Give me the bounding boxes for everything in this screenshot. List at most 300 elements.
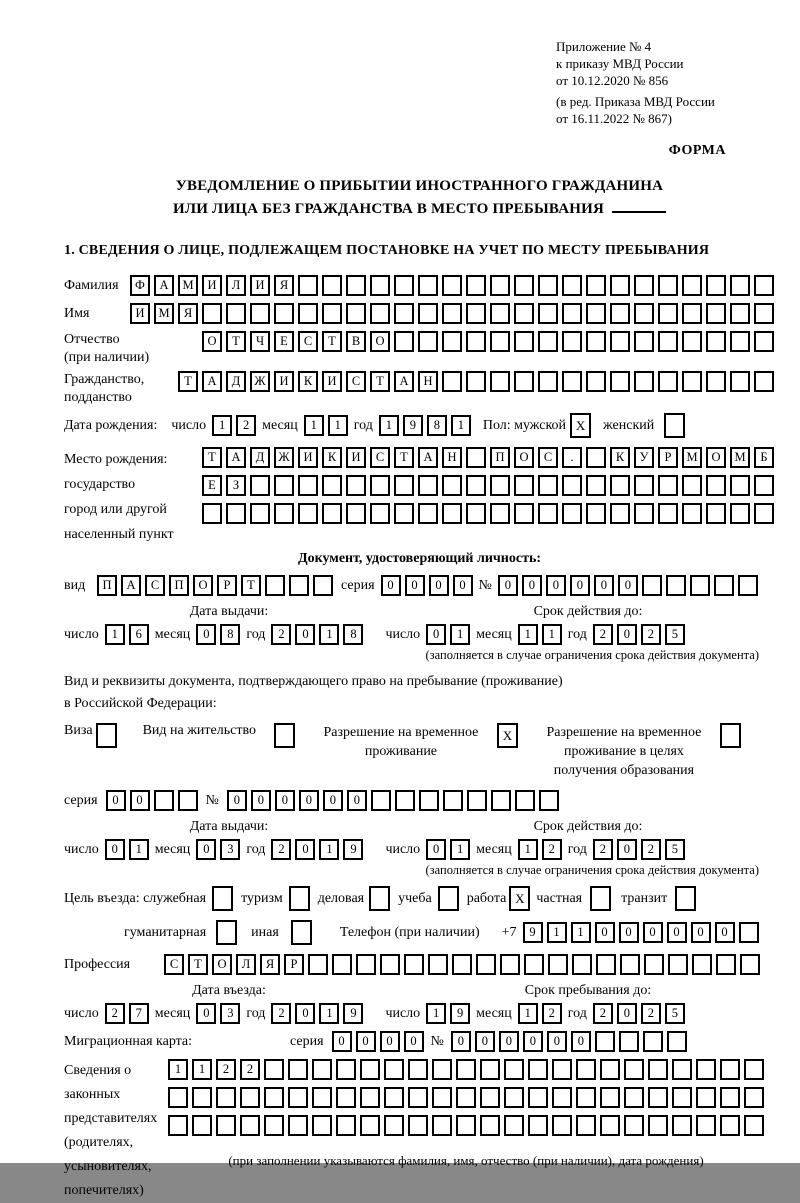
char-cell[interactable]: 2 xyxy=(236,415,256,436)
char-cell[interactable] xyxy=(408,1059,428,1080)
char-cell[interactable] xyxy=(466,331,486,352)
char-cell[interactable] xyxy=(332,954,352,975)
char-cell[interactable]: 0 xyxy=(475,1031,495,1052)
char-cell[interactable] xyxy=(538,275,558,296)
char-cell[interactable]: И xyxy=(322,371,342,392)
char-cell[interactable]: И xyxy=(298,447,318,468)
char-cell[interactable] xyxy=(346,503,366,524)
char-cell[interactable] xyxy=(419,790,439,811)
char-cell[interactable] xyxy=(714,575,734,596)
char-cell[interactable]: 1 xyxy=(129,839,149,860)
char-cell[interactable]: 5 xyxy=(665,624,685,645)
char-cell[interactable]: . xyxy=(562,447,582,468)
char-cell[interactable] xyxy=(586,303,606,324)
char-cell[interactable]: 8 xyxy=(220,624,240,645)
char-cell[interactable] xyxy=(490,275,510,296)
char-cell[interactable] xyxy=(443,790,463,811)
char-cell[interactable]: Ж xyxy=(250,371,270,392)
char-cell[interactable]: 1 xyxy=(379,415,399,436)
char-cell[interactable] xyxy=(480,1087,500,1108)
char-cell[interactable]: Т xyxy=(322,331,342,352)
transit-checkbox[interactable] xyxy=(675,886,696,911)
char-cell[interactable] xyxy=(336,1059,356,1080)
char-cell[interactable]: 0 xyxy=(227,790,247,811)
char-cell[interactable]: 0 xyxy=(196,839,216,860)
char-cell[interactable] xyxy=(552,1115,572,1136)
char-cell[interactable] xyxy=(552,1087,572,1108)
char-cell[interactable]: 0 xyxy=(571,1031,591,1052)
work-checkbox[interactable]: X xyxy=(509,886,530,911)
char-cell[interactable]: 0 xyxy=(547,1031,567,1052)
char-cell[interactable]: 0 xyxy=(453,575,473,596)
char-cell[interactable] xyxy=(274,303,294,324)
char-cell[interactable]: И xyxy=(346,447,366,468)
char-cell[interactable] xyxy=(418,303,438,324)
char-cell[interactable]: 1 xyxy=(542,624,562,645)
char-cell[interactable]: 1 xyxy=(450,624,470,645)
char-cell[interactable] xyxy=(682,275,702,296)
char-cell[interactable]: С xyxy=(346,371,366,392)
char-cell[interactable]: 0 xyxy=(299,790,319,811)
char-cell[interactable] xyxy=(595,1031,615,1052)
char-cell[interactable] xyxy=(538,503,558,524)
char-cell[interactable] xyxy=(716,954,736,975)
char-cell[interactable] xyxy=(754,475,774,496)
tourism-checkbox[interactable] xyxy=(289,886,310,911)
char-cell[interactable] xyxy=(720,1059,740,1080)
char-cell[interactable]: И xyxy=(274,371,294,392)
char-cell[interactable]: С xyxy=(538,447,558,468)
char-cell[interactable] xyxy=(514,371,534,392)
char-cell[interactable]: И xyxy=(250,275,270,296)
char-cell[interactable]: 0 xyxy=(332,1031,352,1052)
char-cell[interactable] xyxy=(706,371,726,392)
char-cell[interactable] xyxy=(730,303,750,324)
char-cell[interactable] xyxy=(600,1115,620,1136)
char-cell[interactable] xyxy=(394,475,414,496)
char-cell[interactable] xyxy=(572,954,592,975)
char-cell[interactable]: 1 xyxy=(451,415,471,436)
char-cell[interactable] xyxy=(360,1087,380,1108)
char-cell[interactable]: Б xyxy=(754,447,774,468)
char-cell[interactable]: У xyxy=(634,447,654,468)
char-cell[interactable] xyxy=(490,331,510,352)
char-cell[interactable] xyxy=(289,575,309,596)
char-cell[interactable]: И xyxy=(130,303,150,324)
char-cell[interactable]: 0 xyxy=(295,624,315,645)
char-cell[interactable]: П xyxy=(490,447,510,468)
char-cell[interactable] xyxy=(643,1031,663,1052)
char-cell[interactable]: 3 xyxy=(220,839,240,860)
char-cell[interactable]: 2 xyxy=(641,839,661,860)
char-cell[interactable] xyxy=(466,503,486,524)
char-cell[interactable] xyxy=(744,1087,764,1108)
char-cell[interactable] xyxy=(528,1087,548,1108)
char-cell[interactable]: 0 xyxy=(619,922,639,943)
char-cell[interactable] xyxy=(394,503,414,524)
char-cell[interactable]: Р xyxy=(284,954,304,975)
char-cell[interactable]: 0 xyxy=(323,790,343,811)
char-cell[interactable] xyxy=(754,303,774,324)
char-cell[interactable]: 1 xyxy=(426,1003,446,1024)
char-cell[interactable] xyxy=(644,954,664,975)
char-cell[interactable] xyxy=(528,1115,548,1136)
char-cell[interactable] xyxy=(394,331,414,352)
char-cell[interactable] xyxy=(524,954,544,975)
char-cell[interactable] xyxy=(298,303,318,324)
char-cell[interactable]: О xyxy=(202,331,222,352)
char-cell[interactable] xyxy=(658,331,678,352)
char-cell[interactable]: 1 xyxy=(547,922,567,943)
char-cell[interactable] xyxy=(394,303,414,324)
char-cell[interactable] xyxy=(370,503,390,524)
char-cell[interactable] xyxy=(504,1059,524,1080)
char-cell[interactable] xyxy=(298,275,318,296)
char-cell[interactable] xyxy=(418,503,438,524)
char-cell[interactable] xyxy=(408,1087,428,1108)
char-cell[interactable] xyxy=(754,275,774,296)
char-cell[interactable] xyxy=(384,1059,404,1080)
char-cell[interactable] xyxy=(504,1087,524,1108)
char-cell[interactable] xyxy=(264,1087,284,1108)
char-cell[interactable] xyxy=(192,1087,212,1108)
char-cell[interactable] xyxy=(672,1087,692,1108)
char-cell[interactable] xyxy=(336,1115,356,1136)
female-checkbox[interactable] xyxy=(664,413,685,438)
char-cell[interactable]: О xyxy=(370,331,390,352)
char-cell[interactable] xyxy=(480,1059,500,1080)
char-cell[interactable] xyxy=(442,503,462,524)
char-cell[interactable]: Т xyxy=(202,447,222,468)
study-checkbox[interactable] xyxy=(438,886,459,911)
char-cell[interactable] xyxy=(730,475,750,496)
char-cell[interactable]: 0 xyxy=(295,839,315,860)
char-cell[interactable]: 1 xyxy=(319,1003,339,1024)
char-cell[interactable] xyxy=(682,331,702,352)
char-cell[interactable]: Т xyxy=(178,371,198,392)
char-cell[interactable]: 0 xyxy=(523,1031,543,1052)
char-cell[interactable] xyxy=(178,790,198,811)
char-cell[interactable]: О xyxy=(212,954,232,975)
char-cell[interactable] xyxy=(312,1115,332,1136)
char-cell[interactable]: Р xyxy=(217,575,237,596)
char-cell[interactable] xyxy=(696,1087,716,1108)
char-cell[interactable]: С xyxy=(145,575,165,596)
char-cell[interactable] xyxy=(154,790,174,811)
char-cell[interactable] xyxy=(596,954,616,975)
char-cell[interactable] xyxy=(442,371,462,392)
char-cell[interactable] xyxy=(634,303,654,324)
char-cell[interactable] xyxy=(610,275,630,296)
char-cell[interactable] xyxy=(730,371,750,392)
char-cell[interactable]: 1 xyxy=(571,922,591,943)
char-cell[interactable]: 0 xyxy=(617,1003,637,1024)
char-cell[interactable] xyxy=(610,303,630,324)
char-cell[interactable]: А xyxy=(226,447,246,468)
char-cell[interactable] xyxy=(624,1059,644,1080)
char-cell[interactable]: 2 xyxy=(271,839,291,860)
char-cell[interactable] xyxy=(562,475,582,496)
char-cell[interactable] xyxy=(610,503,630,524)
char-cell[interactable]: 1 xyxy=(105,624,125,645)
char-cell[interactable] xyxy=(744,1059,764,1080)
char-cell[interactable] xyxy=(418,331,438,352)
char-cell[interactable]: А xyxy=(202,371,222,392)
char-cell[interactable]: Т xyxy=(370,371,390,392)
char-cell[interactable] xyxy=(539,790,559,811)
char-cell[interactable] xyxy=(466,303,486,324)
char-cell[interactable] xyxy=(720,1087,740,1108)
char-cell[interactable] xyxy=(706,475,726,496)
char-cell[interactable] xyxy=(274,503,294,524)
char-cell[interactable] xyxy=(322,303,342,324)
private-checkbox[interactable] xyxy=(590,886,611,911)
char-cell[interactable] xyxy=(514,275,534,296)
char-cell[interactable] xyxy=(288,1115,308,1136)
char-cell[interactable] xyxy=(380,954,400,975)
char-cell[interactable] xyxy=(274,475,294,496)
char-cell[interactable]: Е xyxy=(274,331,294,352)
char-cell[interactable]: 0 xyxy=(251,790,271,811)
char-cell[interactable]: Е xyxy=(202,475,222,496)
temp-permit-checkbox[interactable]: X xyxy=(497,723,518,748)
char-cell[interactable] xyxy=(586,331,606,352)
char-cell[interactable] xyxy=(442,475,462,496)
char-cell[interactable] xyxy=(576,1115,596,1136)
char-cell[interactable]: О xyxy=(514,447,534,468)
char-cell[interactable]: 0 xyxy=(618,575,638,596)
char-cell[interactable] xyxy=(624,1087,644,1108)
char-cell[interactable] xyxy=(730,275,750,296)
char-cell[interactable]: 0 xyxy=(196,1003,216,1024)
char-cell[interactable] xyxy=(490,371,510,392)
char-cell[interactable] xyxy=(610,475,630,496)
char-cell[interactable] xyxy=(428,954,448,975)
char-cell[interactable]: Я xyxy=(178,303,198,324)
char-cell[interactable]: 0 xyxy=(617,624,637,645)
char-cell[interactable]: М xyxy=(682,447,702,468)
char-cell[interactable]: В xyxy=(346,331,366,352)
char-cell[interactable]: С xyxy=(164,954,184,975)
char-cell[interactable] xyxy=(370,275,390,296)
char-cell[interactable] xyxy=(370,475,390,496)
char-cell[interactable]: 0 xyxy=(595,922,615,943)
char-cell[interactable]: О xyxy=(193,575,213,596)
char-cell[interactable] xyxy=(586,475,606,496)
char-cell[interactable]: 1 xyxy=(518,839,538,860)
char-cell[interactable]: Т xyxy=(241,575,261,596)
char-cell[interactable] xyxy=(298,475,318,496)
char-cell[interactable]: 0 xyxy=(426,624,446,645)
char-cell[interactable]: 1 xyxy=(304,415,324,436)
residence-permit-checkbox[interactable] xyxy=(274,723,295,748)
char-cell[interactable]: 2 xyxy=(216,1059,236,1080)
char-cell[interactable]: А xyxy=(154,275,174,296)
char-cell[interactable]: И xyxy=(202,275,222,296)
char-cell[interactable] xyxy=(562,303,582,324)
char-cell[interactable] xyxy=(322,475,342,496)
char-cell[interactable] xyxy=(192,1115,212,1136)
char-cell[interactable] xyxy=(308,954,328,975)
char-cell[interactable]: Ж xyxy=(274,447,294,468)
char-cell[interactable] xyxy=(466,447,486,468)
char-cell[interactable] xyxy=(538,475,558,496)
char-cell[interactable]: П xyxy=(169,575,189,596)
char-cell[interactable] xyxy=(682,371,702,392)
char-cell[interactable]: 9 xyxy=(523,922,543,943)
char-cell[interactable] xyxy=(216,1115,236,1136)
char-cell[interactable] xyxy=(265,575,285,596)
char-cell[interactable] xyxy=(202,503,222,524)
char-cell[interactable] xyxy=(706,275,726,296)
char-cell[interactable]: 0 xyxy=(643,922,663,943)
char-cell[interactable] xyxy=(648,1087,668,1108)
char-cell[interactable] xyxy=(648,1115,668,1136)
char-cell[interactable] xyxy=(682,303,702,324)
char-cell[interactable] xyxy=(168,1087,188,1108)
char-cell[interactable] xyxy=(312,1087,332,1108)
char-cell[interactable] xyxy=(620,954,640,975)
char-cell[interactable] xyxy=(432,1059,452,1080)
char-cell[interactable]: 0 xyxy=(380,1031,400,1052)
char-cell[interactable]: Н xyxy=(418,371,438,392)
char-cell[interactable] xyxy=(690,575,710,596)
char-cell[interactable]: Я xyxy=(260,954,280,975)
char-cell[interactable]: 0 xyxy=(196,624,216,645)
char-cell[interactable] xyxy=(394,275,414,296)
char-cell[interactable]: 9 xyxy=(450,1003,470,1024)
char-cell[interactable] xyxy=(586,371,606,392)
char-cell[interactable]: 0 xyxy=(347,790,367,811)
char-cell[interactable]: С xyxy=(298,331,318,352)
char-cell[interactable]: 0 xyxy=(617,839,637,860)
char-cell[interactable] xyxy=(432,1087,452,1108)
char-cell[interactable]: 9 xyxy=(403,415,423,436)
char-cell[interactable] xyxy=(754,331,774,352)
char-cell[interactable]: Р xyxy=(658,447,678,468)
char-cell[interactable]: 8 xyxy=(427,415,447,436)
char-cell[interactable] xyxy=(552,1059,572,1080)
char-cell[interactable]: М xyxy=(178,275,198,296)
char-cell[interactable] xyxy=(658,303,678,324)
char-cell[interactable] xyxy=(288,1059,308,1080)
char-cell[interactable] xyxy=(514,475,534,496)
char-cell[interactable] xyxy=(322,275,342,296)
char-cell[interactable]: 0 xyxy=(570,575,590,596)
char-cell[interactable]: 0 xyxy=(691,922,711,943)
char-cell[interactable] xyxy=(738,575,758,596)
char-cell[interactable] xyxy=(634,275,654,296)
char-cell[interactable]: М xyxy=(154,303,174,324)
char-cell[interactable]: 2 xyxy=(641,624,661,645)
char-cell[interactable] xyxy=(515,790,535,811)
char-cell[interactable] xyxy=(466,371,486,392)
char-cell[interactable]: Д xyxy=(250,447,270,468)
char-cell[interactable] xyxy=(360,1059,380,1080)
char-cell[interactable]: 0 xyxy=(381,575,401,596)
char-cell[interactable] xyxy=(491,790,511,811)
char-cell[interactable] xyxy=(395,790,415,811)
char-cell[interactable] xyxy=(250,475,270,496)
char-cell[interactable] xyxy=(658,371,678,392)
char-cell[interactable] xyxy=(226,303,246,324)
char-cell[interactable] xyxy=(370,303,390,324)
char-cell[interactable]: Ф xyxy=(130,275,150,296)
char-cell[interactable] xyxy=(658,275,678,296)
char-cell[interactable] xyxy=(250,503,270,524)
char-cell[interactable] xyxy=(562,503,582,524)
char-cell[interactable] xyxy=(648,1059,668,1080)
char-cell[interactable] xyxy=(456,1087,476,1108)
char-cell[interactable] xyxy=(442,303,462,324)
char-cell[interactable] xyxy=(586,275,606,296)
char-cell[interactable]: 1 xyxy=(319,624,339,645)
char-cell[interactable]: С xyxy=(370,447,390,468)
char-cell[interactable]: 2 xyxy=(593,839,613,860)
char-cell[interactable]: Н xyxy=(442,447,462,468)
char-cell[interactable] xyxy=(730,331,750,352)
char-cell[interactable]: А xyxy=(121,575,141,596)
char-cell[interactable] xyxy=(586,503,606,524)
char-cell[interactable] xyxy=(619,1031,639,1052)
char-cell[interactable] xyxy=(692,954,712,975)
char-cell[interactable] xyxy=(739,922,759,943)
char-cell[interactable]: 1 xyxy=(518,1003,538,1024)
char-cell[interactable]: Т xyxy=(226,331,246,352)
char-cell[interactable] xyxy=(346,303,366,324)
char-cell[interactable]: 2 xyxy=(641,1003,661,1024)
char-cell[interactable] xyxy=(476,954,496,975)
char-cell[interactable]: Д xyxy=(226,371,246,392)
char-cell[interactable]: 9 xyxy=(343,839,363,860)
char-cell[interactable] xyxy=(466,275,486,296)
char-cell[interactable] xyxy=(514,331,534,352)
char-cell[interactable] xyxy=(538,303,558,324)
char-cell[interactable] xyxy=(754,503,774,524)
char-cell[interactable]: 0 xyxy=(594,575,614,596)
char-cell[interactable] xyxy=(600,1087,620,1108)
char-cell[interactable] xyxy=(408,1115,428,1136)
char-cell[interactable] xyxy=(500,954,520,975)
char-cell[interactable] xyxy=(466,475,486,496)
char-cell[interactable]: Л xyxy=(226,275,246,296)
char-cell[interactable] xyxy=(548,954,568,975)
char-cell[interactable]: 1 xyxy=(168,1059,188,1080)
char-cell[interactable] xyxy=(562,275,582,296)
other-purpose-checkbox[interactable] xyxy=(291,920,312,945)
char-cell[interactable] xyxy=(634,371,654,392)
char-cell[interactable] xyxy=(456,1115,476,1136)
char-cell[interactable] xyxy=(610,371,630,392)
char-cell[interactable] xyxy=(504,1115,524,1136)
char-cell[interactable] xyxy=(312,1059,332,1080)
humanitarian-checkbox[interactable] xyxy=(216,920,237,945)
char-cell[interactable]: 1 xyxy=(328,415,348,436)
char-cell[interactable]: А xyxy=(394,371,414,392)
char-cell[interactable]: 2 xyxy=(542,1003,562,1024)
char-cell[interactable] xyxy=(634,331,654,352)
char-cell[interactable]: 6 xyxy=(129,624,149,645)
char-cell[interactable]: 1 xyxy=(518,624,538,645)
char-cell[interactable]: 2 xyxy=(240,1059,260,1080)
char-cell[interactable]: 7 xyxy=(129,1003,149,1024)
char-cell[interactable] xyxy=(432,1115,452,1136)
male-checkbox[interactable]: X xyxy=(570,413,591,438)
char-cell[interactable] xyxy=(576,1059,596,1080)
char-cell[interactable]: 2 xyxy=(271,624,291,645)
official-checkbox[interactable] xyxy=(212,886,233,911)
char-cell[interactable] xyxy=(288,1087,308,1108)
